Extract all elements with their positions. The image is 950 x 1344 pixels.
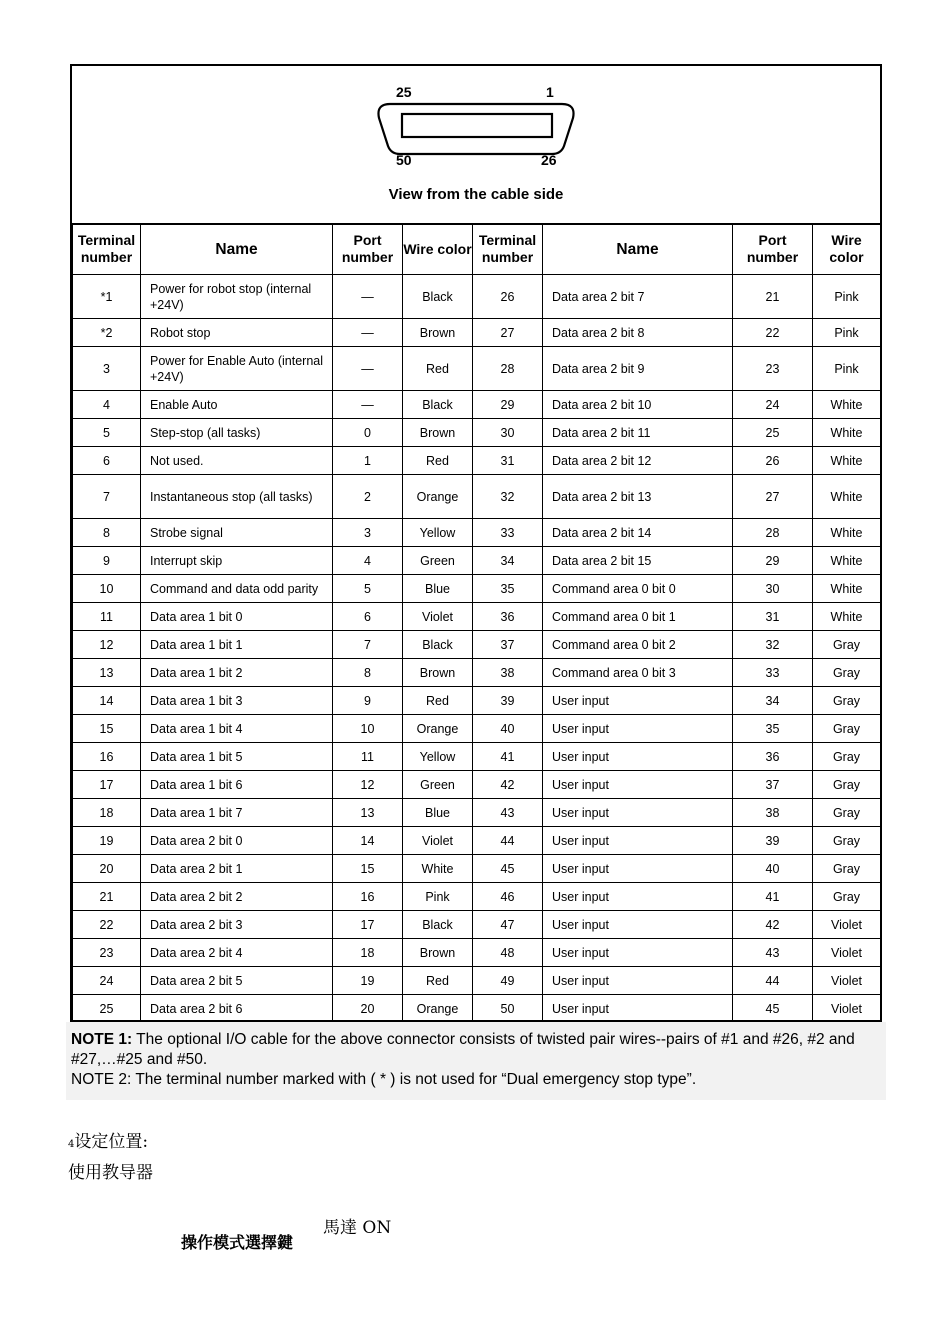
connector-table-frame: [70, 64, 882, 1022]
port-cell: 38: [733, 799, 813, 827]
wire-color-cell: Red: [403, 967, 473, 995]
wire-color-cell: White: [813, 475, 881, 519]
terminal-cell: 27: [473, 319, 543, 347]
name-cell: User input: [543, 771, 733, 799]
wire-color-cell: White: [813, 391, 881, 419]
name-cell: Data area 2 bit 10: [543, 391, 733, 419]
table-row: [73, 799, 881, 827]
table-row: [73, 771, 881, 799]
port-cell: 4: [333, 547, 403, 575]
terminal-cell: 38: [473, 659, 543, 687]
header-name: Name: [543, 224, 733, 275]
wire-color-cell: Gray: [813, 799, 881, 827]
terminal-cell: 42: [473, 771, 543, 799]
wire-color-cell: White: [813, 519, 881, 547]
table-row: [73, 855, 881, 883]
port-cell: 23: [733, 347, 813, 391]
wire-color-cell: Pink: [813, 275, 881, 319]
terminal-cell: 46: [473, 883, 543, 911]
wire-color-cell: Violet: [813, 939, 881, 967]
name-cell: Command area 0 bit 0: [543, 575, 733, 603]
terminal-cell: 47: [473, 911, 543, 939]
wire-color-cell: Violet: [813, 911, 881, 939]
header-terminal-number: Terminal number: [473, 224, 543, 275]
terminal-cell: 43: [473, 799, 543, 827]
table-row: [73, 911, 881, 939]
terminal-cell: 17: [73, 771, 141, 799]
name-cell: User input: [543, 799, 733, 827]
terminal-cell: 39: [473, 687, 543, 715]
port-cell: 10: [333, 715, 403, 743]
wire-color-cell: Brown: [403, 319, 473, 347]
wire-color-cell: Red: [403, 347, 473, 391]
terminal-cell: 16: [73, 743, 141, 771]
port-cell: 15: [333, 855, 403, 883]
table-row: [73, 419, 881, 447]
name-cell: Data area 2 bit 14: [543, 519, 733, 547]
port-cell: 17: [333, 911, 403, 939]
wire-color-cell: Orange: [403, 715, 473, 743]
name-cell: Data area 1 bit 5: [141, 743, 333, 771]
port-cell: 35: [733, 715, 813, 743]
table-row: [73, 715, 881, 743]
table-row: [73, 275, 881, 319]
name-cell: Enable Auto: [141, 391, 333, 419]
name-cell: Power for robot stop (internal +24V): [141, 275, 333, 319]
terminal-cell: 26: [473, 275, 543, 319]
terminal-cell: 8: [73, 519, 141, 547]
wire-color-cell: White: [813, 575, 881, 603]
wire-color-cell: Yellow: [403, 519, 473, 547]
terminal-cell: 44: [473, 827, 543, 855]
port-cell: 5: [333, 575, 403, 603]
terminal-cell: 19: [73, 827, 141, 855]
port-cell: 19: [333, 967, 403, 995]
table-row: [73, 743, 881, 771]
wire-color-cell: Gray: [813, 883, 881, 911]
name-cell: Command and data odd parity: [141, 575, 333, 603]
port-cell: 29: [733, 547, 813, 575]
name-cell: User input: [543, 855, 733, 883]
port-cell: 7: [333, 631, 403, 659]
wire-color-cell: Gray: [813, 715, 881, 743]
table-row: [73, 967, 881, 995]
table-row: [73, 547, 881, 575]
pin-label-50: 50: [396, 152, 412, 168]
name-cell: Data area 2 bit 12: [543, 447, 733, 475]
terminal-cell: 12: [73, 631, 141, 659]
mode-select-key-label: 操作模式選擇鍵: [181, 1233, 294, 1252]
name-cell: User input: [543, 939, 733, 967]
terminal-cell: 28: [473, 347, 543, 391]
wire-color-cell: Violet: [403, 603, 473, 631]
set-location-line: [68, 1127, 148, 1152]
wire-color-cell: Green: [403, 771, 473, 799]
terminal-cell: 13: [73, 659, 141, 687]
name-cell: User input: [543, 995, 733, 1023]
terminal-cell: 49: [473, 967, 543, 995]
wire-color-cell: White: [813, 447, 881, 475]
wire-color-cell: Orange: [403, 475, 473, 519]
name-cell: Data area 1 bit 3: [141, 687, 333, 715]
name-cell: Data area 2 bit 2: [141, 883, 333, 911]
name-cell: Instantaneous stop (all tasks): [141, 475, 333, 519]
name-cell: Data area 2 bit 0: [141, 827, 333, 855]
wire-color-cell: White: [403, 855, 473, 883]
terminal-cell: 10: [73, 575, 141, 603]
port-cell: 20: [333, 995, 403, 1023]
terminal-cell: 31: [473, 447, 543, 475]
terminal-cell: 45: [473, 855, 543, 883]
table-row: [73, 319, 881, 347]
port-cell: 43: [733, 939, 813, 967]
terminal-cell: 37: [473, 631, 543, 659]
port-cell: 2: [333, 475, 403, 519]
port-cell: 21: [733, 275, 813, 319]
port-cell: —: [333, 391, 403, 419]
name-cell: Data area 2 bit 8: [543, 319, 733, 347]
port-cell: 24: [733, 391, 813, 419]
port-cell: 27: [733, 475, 813, 519]
port-cell: 39: [733, 827, 813, 855]
note-1-label: NOTE 1:: [71, 1031, 133, 1048]
terminal-cell: *1: [73, 275, 141, 319]
wire-color-cell: Gray: [813, 743, 881, 771]
terminal-cell: *2: [73, 319, 141, 347]
name-cell: Interrupt skip: [141, 547, 333, 575]
terminal-cell: 5: [73, 419, 141, 447]
port-cell: 42: [733, 911, 813, 939]
table-row: [73, 939, 881, 967]
note-2: NOTE 2: The terminal number marked with ( * ) is not used for “Dual emergency stop type”.: [71, 1071, 697, 1088]
wire-color-cell: Violet: [403, 827, 473, 855]
header-wire-color: Wire color: [403, 224, 473, 275]
pin-label-25: 25: [396, 84, 412, 100]
header-wire-color: Wire color: [813, 224, 881, 275]
table-row: [73, 447, 881, 475]
wire-color-cell: Black: [403, 631, 473, 659]
wire-color-cell: Pink: [403, 883, 473, 911]
terminal-cell: 30: [473, 419, 543, 447]
note-1: [71, 1030, 876, 1070]
table-row: [73, 347, 881, 391]
connector-diagram: [72, 66, 880, 225]
name-cell: Data area 2 bit 11: [543, 419, 733, 447]
terminal-cell: 35: [473, 575, 543, 603]
port-cell: 36: [733, 743, 813, 771]
name-cell: User input: [543, 883, 733, 911]
terminal-cell: 6: [73, 447, 141, 475]
name-cell: Data area 2 bit 4: [141, 939, 333, 967]
motor-on-label: 馬達 ON: [323, 1218, 392, 1238]
terminal-cell: 41: [473, 743, 543, 771]
terminal-cell: 20: [73, 855, 141, 883]
port-cell: 1: [333, 447, 403, 475]
wire-color-cell: Violet: [813, 995, 881, 1023]
port-cell: 18: [333, 939, 403, 967]
wire-color-cell: Black: [403, 275, 473, 319]
pin-label-1: 1: [546, 84, 554, 100]
terminal-cell: 15: [73, 715, 141, 743]
port-cell: 31: [733, 603, 813, 631]
name-cell: Data area 2 bit 6: [141, 995, 333, 1023]
set-location-text: 设定位置:: [74, 1132, 149, 1152]
terminal-cell: 22: [73, 911, 141, 939]
wire-color-cell: Pink: [813, 319, 881, 347]
header-port-number: Port number: [333, 224, 403, 275]
wire-color-cell: Red: [403, 687, 473, 715]
port-cell: 37: [733, 771, 813, 799]
port-cell: 3: [333, 519, 403, 547]
item-number: 4: [68, 1139, 75, 1150]
name-cell: Power for Enable Auto (internal +24V): [141, 347, 333, 391]
terminal-cell: 7: [73, 475, 141, 519]
name-cell: Strobe signal: [141, 519, 333, 547]
wire-color-cell: Yellow: [403, 743, 473, 771]
use-pendant-text: 使用教导器: [68, 1163, 153, 1183]
name-cell: User input: [543, 743, 733, 771]
view-caption: View from the cable side: [388, 186, 564, 203]
name-cell: Data area 2 bit 15: [543, 547, 733, 575]
port-cell: 0: [333, 419, 403, 447]
name-cell: User input: [543, 827, 733, 855]
terminal-cell: 4: [73, 391, 141, 419]
name-cell: User input: [543, 911, 733, 939]
name-cell: Data area 1 bit 7: [141, 799, 333, 827]
port-cell: 45: [733, 995, 813, 1023]
port-cell: —: [333, 275, 403, 319]
port-cell: 22: [733, 319, 813, 347]
port-cell: 34: [733, 687, 813, 715]
table-row: [73, 519, 881, 547]
terminal-cell: 36: [473, 603, 543, 631]
port-cell: 25: [733, 419, 813, 447]
wire-color-cell: White: [813, 603, 881, 631]
terminal-cell: 14: [73, 687, 141, 715]
table-row: [73, 687, 881, 715]
port-cell: 14: [333, 827, 403, 855]
wire-color-cell: Gray: [813, 631, 881, 659]
terminal-cell: 9: [73, 547, 141, 575]
header-port-number: Port number: [733, 224, 813, 275]
port-cell: 33: [733, 659, 813, 687]
name-cell: Data area 2 bit 3: [141, 911, 333, 939]
name-cell: Step-stop (all tasks): [141, 419, 333, 447]
notes-section: [66, 1022, 886, 1100]
wire-color-cell: Orange: [403, 995, 473, 1023]
terminal-cell: 29: [473, 391, 543, 419]
table-row: [73, 475, 881, 519]
terminal-cell: 25: [73, 995, 141, 1023]
header-terminal-number: Terminal number: [73, 224, 141, 275]
port-cell: 30: [733, 575, 813, 603]
port-cell: 9: [333, 687, 403, 715]
terminal-cell: 33: [473, 519, 543, 547]
table-header-row: [73, 224, 881, 275]
name-cell: Command area 0 bit 1: [543, 603, 733, 631]
table-row: [73, 631, 881, 659]
name-cell: Not used.: [141, 447, 333, 475]
wire-color-cell: Violet: [813, 967, 881, 995]
name-cell: Data area 2 bit 7: [543, 275, 733, 319]
pin-assignment-table: [72, 223, 881, 1023]
port-cell: 40: [733, 855, 813, 883]
wire-color-cell: White: [813, 547, 881, 575]
name-cell: Data area 1 bit 6: [141, 771, 333, 799]
wire-color-cell: Green: [403, 547, 473, 575]
terminal-cell: 48: [473, 939, 543, 967]
wire-color-cell: Brown: [403, 939, 473, 967]
wire-color-cell: Black: [403, 911, 473, 939]
port-cell: 8: [333, 659, 403, 687]
table-row: [73, 391, 881, 419]
port-cell: —: [333, 347, 403, 391]
wire-color-cell: Blue: [403, 799, 473, 827]
port-cell: 28: [733, 519, 813, 547]
wire-color-cell: Gray: [813, 827, 881, 855]
wire-color-cell: Red: [403, 447, 473, 475]
name-cell: Data area 2 bit 13: [543, 475, 733, 519]
name-cell: Data area 1 bit 4: [141, 715, 333, 743]
terminal-cell: 24: [73, 967, 141, 995]
table-row: [73, 575, 881, 603]
terminal-cell: 50: [473, 995, 543, 1023]
wire-color-cell: Gray: [813, 855, 881, 883]
table-row: [73, 659, 881, 687]
name-cell: Data area 2 bit 5: [141, 967, 333, 995]
wire-color-cell: White: [813, 419, 881, 447]
terminal-cell: 32: [473, 475, 543, 519]
port-cell: 13: [333, 799, 403, 827]
port-cell: 12: [333, 771, 403, 799]
header-name: Name: [141, 224, 333, 275]
table-row: [73, 827, 881, 855]
wire-color-cell: Brown: [403, 419, 473, 447]
terminal-cell: 18: [73, 799, 141, 827]
name-cell: Data area 2 bit 9: [543, 347, 733, 391]
wire-color-cell: Black: [403, 391, 473, 419]
wire-color-cell: Blue: [403, 575, 473, 603]
wire-color-cell: Gray: [813, 659, 881, 687]
name-cell: Data area 1 bit 2: [141, 659, 333, 687]
name-cell: User input: [543, 715, 733, 743]
terminal-cell: 34: [473, 547, 543, 575]
port-cell: 41: [733, 883, 813, 911]
table-row: [73, 995, 881, 1023]
port-cell: 11: [333, 743, 403, 771]
terminal-cell: 3: [73, 347, 141, 391]
pin-label-26: 26: [541, 152, 557, 168]
name-cell: Data area 2 bit 1: [141, 855, 333, 883]
wire-color-cell: Pink: [813, 347, 881, 391]
table-row: [73, 883, 881, 911]
name-cell: Command area 0 bit 3: [543, 659, 733, 687]
name-cell: Data area 1 bit 0: [141, 603, 333, 631]
terminal-cell: 21: [73, 883, 141, 911]
terminal-cell: 11: [73, 603, 141, 631]
note-1-text: The optional I/O cable for the above connector consists of twisted pair wires--pairs of #1 and #26, #2 and #27,…#25 and #50.: [71, 1031, 855, 1068]
name-cell: User input: [543, 967, 733, 995]
table-row: [73, 603, 881, 631]
wire-color-cell: Gray: [813, 771, 881, 799]
wire-color-cell: Gray: [813, 687, 881, 715]
port-cell: 16: [333, 883, 403, 911]
port-cell: 26: [733, 447, 813, 475]
terminal-cell: 40: [473, 715, 543, 743]
port-cell: 44: [733, 967, 813, 995]
name-cell: User input: [543, 687, 733, 715]
wire-color-cell: Brown: [403, 659, 473, 687]
port-cell: 6: [333, 603, 403, 631]
name-cell: Robot stop: [141, 319, 333, 347]
name-cell: Command area 0 bit 2: [543, 631, 733, 659]
port-cell: —: [333, 319, 403, 347]
name-cell: Data area 1 bit 1: [141, 631, 333, 659]
terminal-cell: 23: [73, 939, 141, 967]
port-cell: 32: [733, 631, 813, 659]
